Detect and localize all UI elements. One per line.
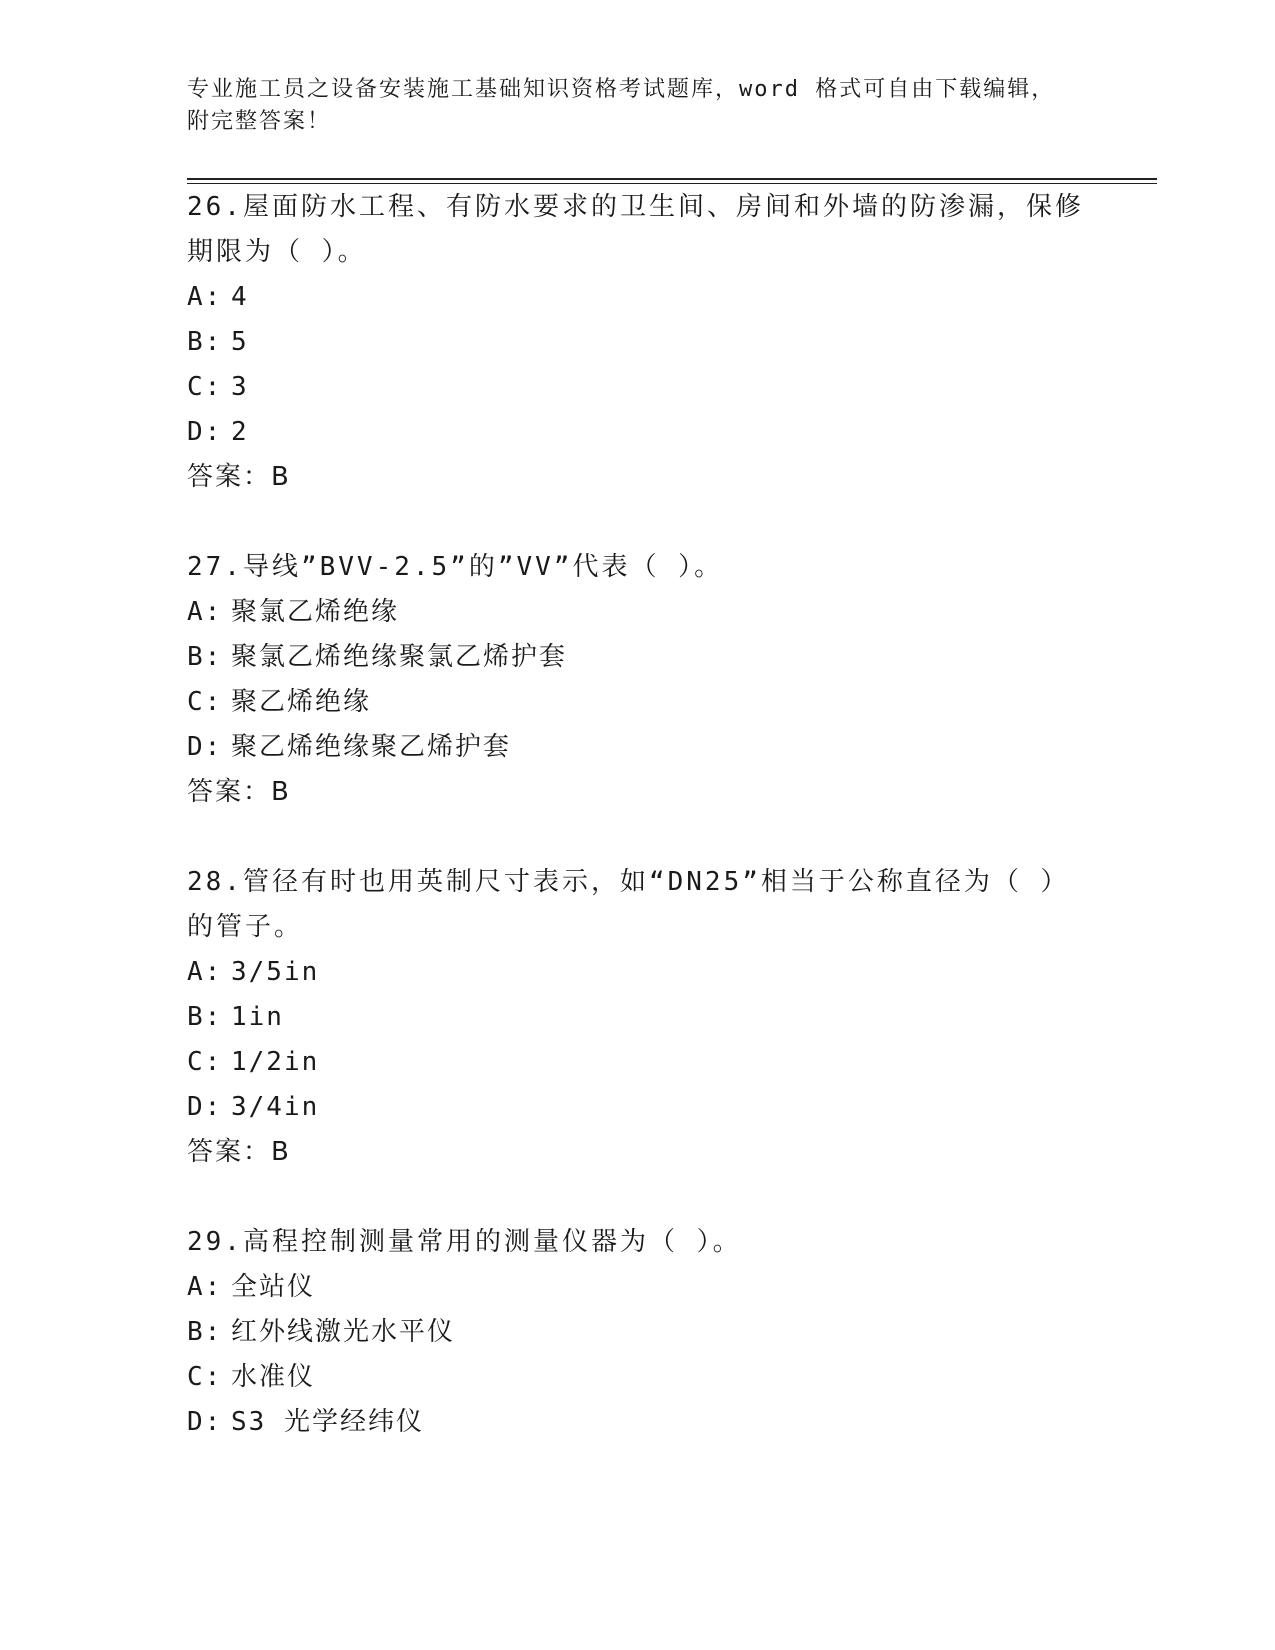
option-a [187, 1265, 1087, 1310]
question-28 [187, 860, 1087, 1175]
option-d [187, 410, 1087, 455]
option-value: 3/5in [231, 957, 320, 987]
option-key: A: [187, 1272, 223, 1302]
option-key: D: [187, 1407, 223, 1437]
option-value: 全站仪 [231, 1272, 316, 1302]
option-b [187, 320, 1087, 365]
question-text: 29.高程控制测量常用的测量仪器为（ ）。 [187, 1227, 742, 1257]
option-key: A: [187, 282, 223, 312]
option-key: C: [187, 1362, 223, 1392]
header-line-2: 附完整答案！ [187, 109, 332, 134]
option-value: 4 [231, 282, 249, 312]
option-key: C: [187, 687, 223, 717]
option-b [187, 995, 1087, 1040]
option-a [187, 590, 1087, 635]
question-29 [187, 1220, 1087, 1445]
option-key: A: [187, 597, 223, 627]
header-divider-thick [187, 178, 1157, 180]
question-text: 27.导线”BVV-2.5”的”VV”代表（ ）。 [187, 552, 724, 582]
option-key: B: [187, 1002, 223, 1032]
option-value: S3 光学经纬仪 [231, 1407, 424, 1437]
option-value: 聚氯乙烯绝缘聚氯乙烯护套 [231, 642, 568, 672]
option-key: D: [187, 1092, 223, 1122]
option-value: 聚乙烯绝缘聚乙烯护套 [231, 732, 512, 762]
option-d [187, 1400, 1087, 1445]
answer: 答案：B [187, 462, 291, 492]
option-key: C: [187, 1047, 223, 1077]
answer: 答案：B [187, 777, 291, 807]
option-key: B: [187, 642, 223, 672]
option-d [187, 725, 1087, 770]
option-key: B: [187, 327, 223, 357]
option-b [187, 1310, 1087, 1355]
document-header [187, 74, 1067, 138]
option-c [187, 365, 1087, 410]
option-c [187, 1040, 1087, 1085]
option-a [187, 275, 1087, 320]
question-26 [187, 185, 1087, 500]
option-c [187, 1355, 1087, 1400]
option-key: C: [187, 372, 223, 402]
option-b [187, 635, 1087, 680]
option-value: 水准仪 [231, 1362, 316, 1392]
option-c [187, 680, 1087, 725]
option-a [187, 950, 1087, 995]
option-key: B: [187, 1317, 223, 1347]
option-value: 红外线激光水平仪 [231, 1317, 456, 1347]
question-text: 28.管径有时也用英制尺寸表示，如“DN25”相当于公称直径为（ ）的管子。 [187, 867, 1070, 942]
option-value: 1/2in [231, 1047, 320, 1077]
option-value: 2 [231, 417, 249, 447]
answer: 答案：B [187, 1137, 291, 1167]
option-value: 聚乙烯绝缘 [231, 687, 372, 717]
option-value: 5 [231, 327, 249, 357]
option-value: 1in [231, 1002, 284, 1032]
option-value: 聚氯乙烯绝缘 [231, 597, 400, 627]
option-key: D: [187, 417, 223, 447]
header-divider-thin [187, 183, 1157, 184]
question-text: 26.屋面防水工程、有防水要求的卫生间、房间和外墙的防渗漏，保修期限为（ ）。 [187, 192, 1084, 267]
option-value: 3/4in [231, 1092, 320, 1122]
option-d [187, 1085, 1087, 1130]
question-27 [187, 545, 1087, 815]
option-value: 3 [231, 372, 249, 402]
header-line-1: 专业施工员之设备安装施工基础知识资格考试题库，word 格式可自由下载编辑， [187, 77, 1056, 102]
option-key: D: [187, 732, 223, 762]
option-key: A: [187, 957, 223, 987]
